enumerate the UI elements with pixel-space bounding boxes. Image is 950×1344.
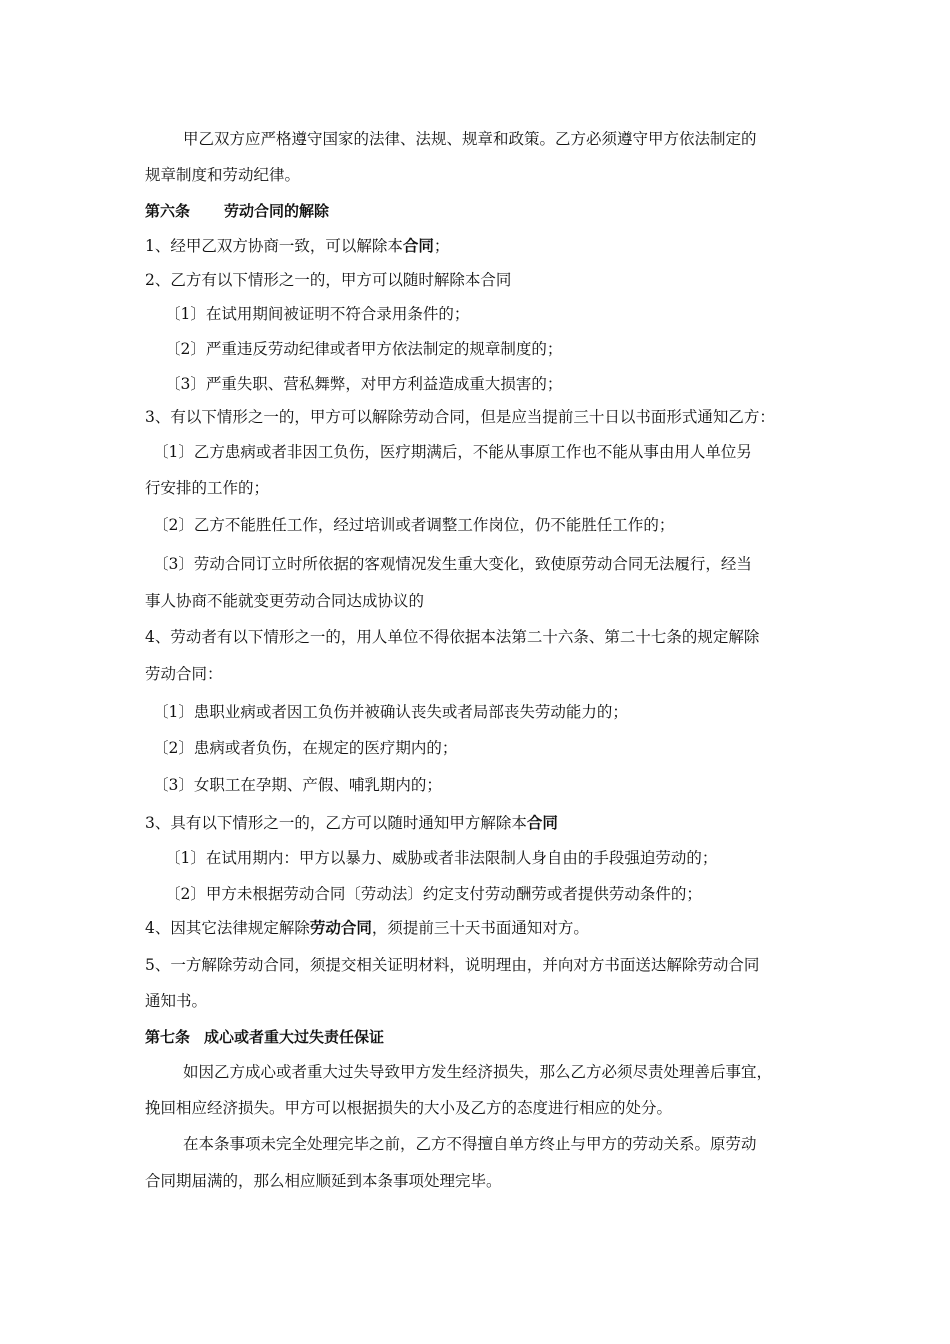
sub-item: 〔2〕甲方未根据劳动合同〔劳动法〕约定支付劳动酬劳或者提供劳动条件的； <box>165 885 702 903</box>
bold-term: 劳动合同 <box>309 919 372 937</box>
bold-term: 合同 <box>402 237 434 255</box>
paragraph-line: 甲乙双方应严格遵守国家的法律、法规、规章和政策。乙方必须遵守甲方依法制定的 <box>183 130 757 148</box>
sub-item: 〔2〕乙方不能胜任工作，经过培训或者调整工作岗位，仍不能胜任工作的； <box>153 516 675 534</box>
article-number: 第七条 <box>145 1028 191 1046</box>
list-item-continuation: 通知书。 <box>145 992 208 1010</box>
list-item <box>145 813 558 833</box>
list-item-text: 3、具有以下情形之一的，乙方可以随时通知甲方解除本 <box>145 814 527 832</box>
list-item-text: 4、因其它法律规定解除 <box>145 919 310 937</box>
article-title: 劳动合同的解除 <box>224 202 330 220</box>
list-item-text: ； <box>433 237 450 255</box>
sub-item: 〔2〕患病或者负伤，在规定的医疗期内的； <box>153 739 458 757</box>
bold-term: 合同 <box>526 814 558 832</box>
sub-item: 〔1〕患职业病或者因工负伤并被确认丧失或者局部丧失劳动能力的； <box>153 703 628 721</box>
list-item-text: ，须提前三十天书面通知对方。 <box>371 919 589 937</box>
article-number: 第六条 <box>145 202 191 220</box>
sub-item-continuation: 行安排的工作的； <box>145 479 270 497</box>
sub-item: 〔3〕劳动合同订立时所依据的客观情况发生重大变化，致使原劳动合同无法履行，经当 <box>153 555 752 573</box>
article-7-heading <box>145 1027 384 1047</box>
sub-item: 〔1〕在试用期间被证明不符合录用条件的； <box>165 305 470 323</box>
list-item: 2、乙方有以下情形之一的，甲方可以随时解除本合同 <box>145 271 512 289</box>
article-6-heading <box>145 201 329 221</box>
sub-item: 〔1〕在试用期内：甲方以暴力、威胁或者非法限制人身自由的手段强迫劳动的； <box>165 849 718 867</box>
paragraph-line: 挽回相应经济损失。甲方可以根据损失的大小及乙方的态度进行相应的处分。 <box>145 1099 673 1117</box>
list-item <box>145 918 589 938</box>
paragraph-line: 在本条事项未完全处理完毕之前，乙方不得擅自单方终止与甲方的劳动关系。原劳动 <box>183 1135 757 1153</box>
paragraph-line: 如因乙方成心或者重大过失导致甲方发生经济损失，那么乙方必须尽责处理善后事宜， <box>183 1063 773 1081</box>
paragraph-line: 合同期届满的，那么相应顺延到本条事项处理完毕。 <box>145 1172 502 1190</box>
sub-item-continuation: 事人协商不能就变更劳动合同达成协议的 <box>145 592 425 610</box>
list-item <box>145 236 449 256</box>
list-item-text: 1、经甲乙双方协商一致，可以解除本 <box>145 237 403 255</box>
list-item: 4、劳动者有以下情形之一的，用人单位不得依据本法第二十六条、第二十七条的规定解除 <box>145 628 760 646</box>
article-title: 成心或者重大过失责任保证 <box>204 1028 385 1046</box>
list-item: 5、一方解除劳动合同，须提交相关证明材料，说明理由，并向对方书面送达解除劳动合同 <box>145 956 760 974</box>
paragraph-line: 规章制度和劳动纪律。 <box>145 166 301 184</box>
sub-item: 〔1〕乙方患病或者非因工负伤，医疗期满后，不能从事原工作也不能从事由用人单位另 <box>153 443 752 461</box>
sub-item: 〔3〕女职工在孕期、产假、哺乳期内的； <box>153 776 442 794</box>
list-item: 3、有以下情形之一的，甲方可以解除劳动合同，但是应当提前三十日以书面形式通知乙方： <box>145 408 775 426</box>
sub-item: 〔3〕严重失职、营私舞弊，对甲方利益造成重大损害的； <box>165 375 563 393</box>
list-item-continuation: 劳动合同： <box>145 665 223 683</box>
sub-item: 〔2〕严重违反劳动纪律或者甲方依法制定的规章制度的； <box>165 340 563 358</box>
